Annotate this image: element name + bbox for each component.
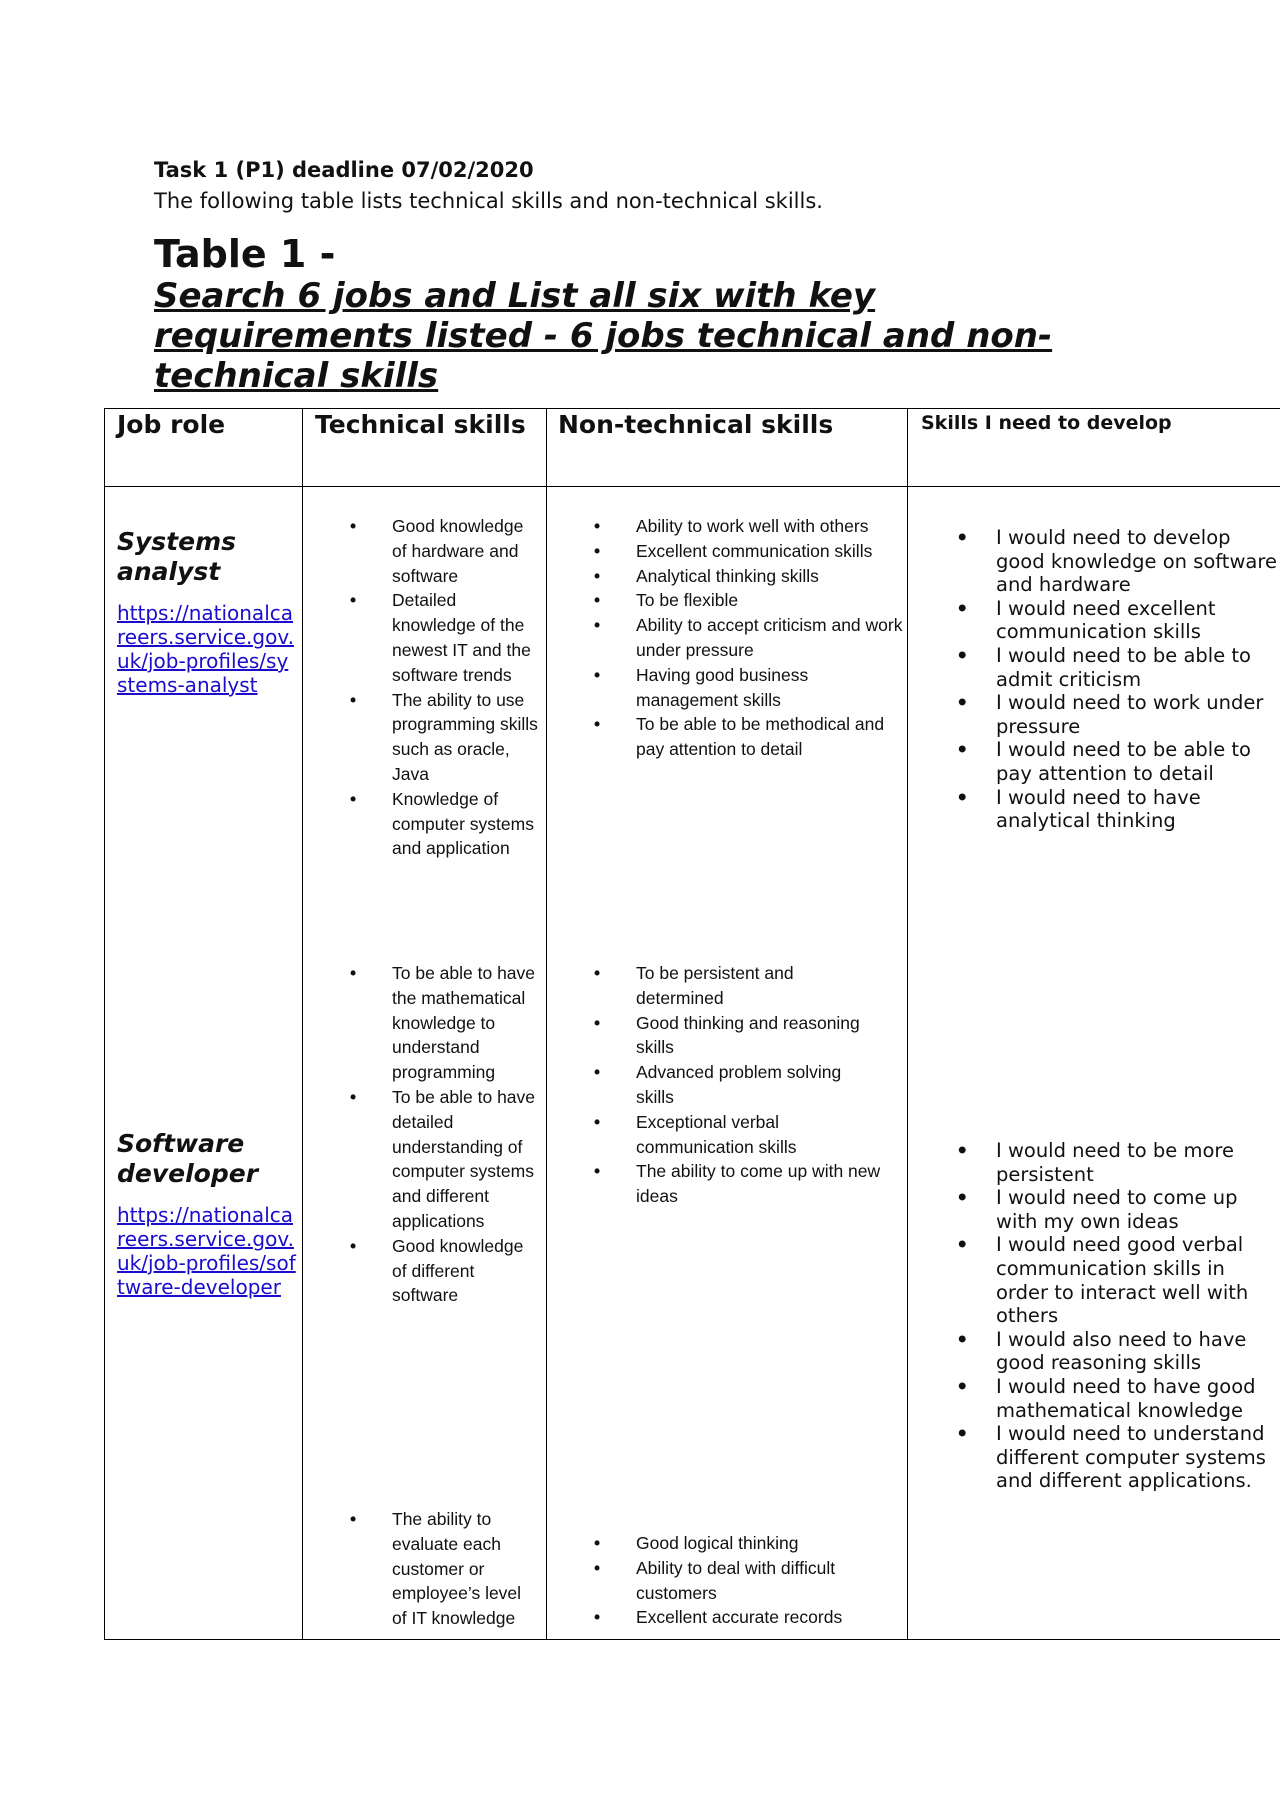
job-role-title: Systems analyst xyxy=(117,527,237,586)
technical-skills-list xyxy=(350,514,540,861)
column-divider xyxy=(546,408,547,1640)
header-technical-skills: Technical skills xyxy=(315,410,526,439)
list-item: • Good logical thinking xyxy=(594,1531,884,1556)
list-item: • To be able to be methodical and pay attention to detail xyxy=(594,712,906,762)
list-item: • Excellent accurate records xyxy=(594,1605,884,1630)
list-item: • To be persistent and determined xyxy=(594,961,884,1011)
list-item: • The ability to use programming skills such as oracle, Java xyxy=(350,688,540,787)
list-item: • Knowledge of computer systems and application xyxy=(350,787,540,861)
skills-to-develop-list xyxy=(956,1139,1280,1493)
list-item: • Detailed knowledge of the newest IT and the software trends xyxy=(350,588,540,687)
list-item: • To be able to have the mathematical knowledge to understand programming xyxy=(350,961,540,1085)
list-item: • I would need to understand different computer systems and different applications. xyxy=(956,1422,1280,1493)
intro-text: The following table lists technical skills and non-technical skills. xyxy=(154,189,823,213)
job-role-title: Software developer xyxy=(117,1129,259,1188)
list-item: • Good thinking and reasoning skills xyxy=(594,1011,884,1061)
list-item: • The ability to evaluate each customer or employee’s level of IT knowledge xyxy=(350,1507,540,1631)
list-item: • I would need to be able to admit criticism xyxy=(956,644,1280,691)
list-item: • I would need excellent communication skills xyxy=(956,597,1280,644)
technical-skills-list xyxy=(350,961,540,1308)
list-item: • I would also need to have good reasoning skills xyxy=(956,1328,1280,1375)
list-item: • I would need to work under pressure xyxy=(956,691,1280,738)
job-profile-link[interactable]: https://nationalcareers.service.gov.uk/job-profiles/systems-analyst xyxy=(117,601,294,697)
list-item: • Good knowledge of different software xyxy=(350,1234,540,1308)
table-subtitle: Search 6 jobs and List all six with key requirements listed - 6 jobs technical and non-technical skills xyxy=(154,276,1053,396)
list-item: • I would need to be able to pay attention to detail xyxy=(956,738,1280,785)
list-item: • Good knowledge of hardware and software xyxy=(350,514,540,588)
list-item: • The ability to come up with new ideas xyxy=(594,1159,884,1209)
table-border-left xyxy=(104,408,105,1640)
column-divider xyxy=(907,408,908,1640)
non-technical-skills-list xyxy=(594,514,906,762)
list-item: • I would need good verbal communication skills in order to interact well with others xyxy=(956,1233,1280,1327)
list-item: • Advanced problem solving skills xyxy=(594,1060,884,1110)
table-heading: Table 1 - xyxy=(154,232,336,276)
list-item: • To be flexible xyxy=(594,588,906,613)
header-skills-to-develop: Skills I need to develop xyxy=(921,412,1172,434)
table-border-top xyxy=(104,408,1280,409)
list-item: • I would need to be more persistent xyxy=(956,1139,1280,1186)
header-non-technical-skills: Non-technical skills xyxy=(558,410,834,439)
column-divider xyxy=(302,408,303,1640)
task-title: Task 1 (P1) deadline 07/02/2020 xyxy=(154,158,534,182)
list-item: • Ability to deal with difficult customers xyxy=(594,1556,884,1606)
list-item: • Ability to accept criticism and work under pressure xyxy=(594,613,906,663)
non-technical-skills-list xyxy=(594,961,884,1209)
table-border-bottom xyxy=(104,1639,1280,1640)
list-item: • I would need to come up with my own ideas xyxy=(956,1186,1280,1233)
list-item: • Exceptional verbal communication skills xyxy=(594,1110,884,1160)
list-item: • To be able to have detailed understanding of computer systems and different applications xyxy=(350,1085,540,1234)
list-item: • Excellent communication skills xyxy=(594,539,906,564)
header-job-role: Job role xyxy=(117,410,226,439)
list-item: • Analytical thinking skills xyxy=(594,564,906,589)
list-item: • Having good business management skills xyxy=(594,663,906,713)
header-divider xyxy=(104,486,1280,487)
job-profile-link[interactable]: https://nationalcareers.service.gov.uk/job-profiles/software-developer xyxy=(117,1203,296,1299)
list-item: • I would need to have good mathematical knowledge xyxy=(956,1375,1280,1422)
list-item: • I would need to have analytical thinking xyxy=(956,786,1280,833)
technical-skills-list xyxy=(350,1507,540,1631)
non-technical-skills-list xyxy=(594,1531,884,1630)
list-item: • Ability to work well with others xyxy=(594,514,906,539)
list-item: • I would need to develop good knowledge on software and hardware xyxy=(956,526,1280,597)
skills-to-develop-list xyxy=(956,526,1280,833)
